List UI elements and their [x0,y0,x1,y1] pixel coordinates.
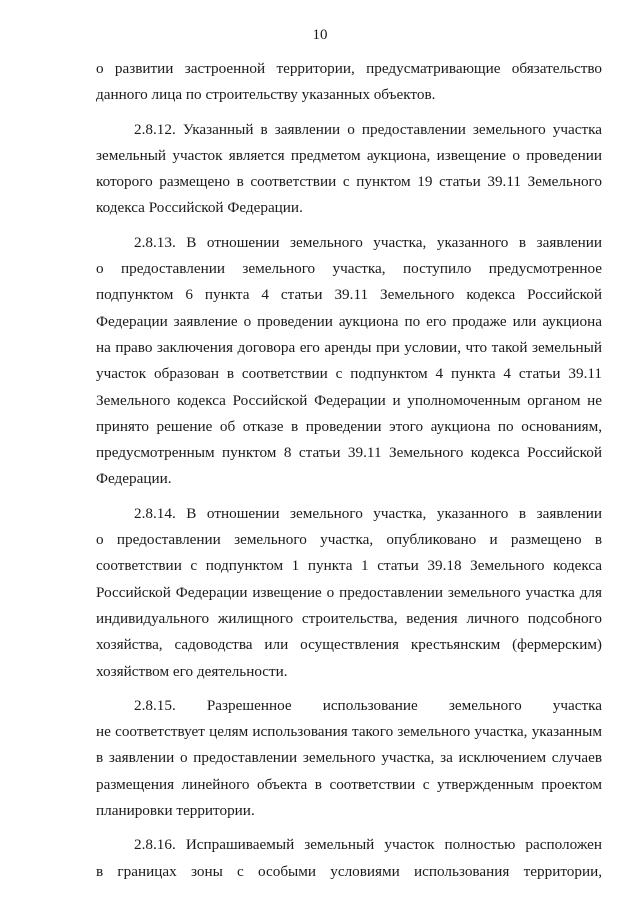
text-line: 2.8.13. В отношении земельного участка, указанного в заявлении [134,233,602,251]
text-line: которого размещено в соответствии с пунктом 19 статьи 39.11 Земельного [96,173,602,191]
text-line: хозяйства, садоводства или осуществления крестьянским (фермерским) [96,636,602,654]
text-line: 2.8.15. Разрешенное использование земельного участка [134,696,602,714]
text-line: в заявлении о предоставлении земельного участка, за исключением случаев [96,749,602,767]
text-line: индивидуального жилищного строительства, ведения личного подсобного [96,609,602,627]
text-line: не соответствует целям использования такого земельного участка, указанным [96,723,602,741]
text-line: подпунктом 6 пункта 4 статьи 39.11 Земельного кодекса Российской [96,286,602,304]
text-line: соответствии с подпунктом 1 пункта 1 статьи 39.18 Земельного кодекса [96,557,602,575]
paragraph-2-8-12 [96,117,602,222]
text-line: земельный участок является предметом аукциона, извещение о проведении [96,146,602,164]
page-number: 10 [312,27,328,43]
text-line: 2.8.16. Испрашиваемый земельный участок полностью расположен [134,836,602,854]
text-line: Федерации. [96,470,172,488]
paragraph-2-8-15 [96,693,602,824]
text-line: хозяйством его деятельности. [96,662,288,680]
text-line: в границах зоны с особыми условиями использования территории, [96,862,602,880]
text-line: данного лица по строительству указанных объектов. [96,86,436,104]
text-line: о предоставлении земельного участка, поступило предусмотренное [96,260,602,278]
text-line: участок образован в соответствии с подпунктом 4 пункта 4 статьи 39.11 [96,365,602,383]
text-line: на право заключения договора его аренды при условии, что такой земельный [96,338,602,356]
text-line: предусмотренным пунктом 8 статьи 39.11 Земельного кодекса Российской [96,444,602,462]
paragraph-2-8-14 [96,501,602,685]
paragraph-continuation [96,56,602,109]
paragraph-2-8-16 [96,832,602,885]
text-line: принято решение об отказе в проведении этого аукциона по основаниям, [96,417,602,435]
text-line: 2.8.12. Указанный в заявлении о предоставлении земельного участка [134,120,602,138]
text-line: размещения линейного объекта в соответствии с утвержденным проектом [96,775,602,793]
document-body [96,56,602,885]
text-line: Федерации заявление о проведении аукциона по его продаже или аукциона [96,312,602,330]
text-line: о предоставлении земельного участка, опубликовано и размещено в [96,531,602,549]
text-line: 2.8.14. В отношении земельного участка, указанного в заявлении [134,504,602,522]
text-line: Земельного кодекса Российской Федерации и уполномоченным органом не [96,391,602,409]
text-line: кодекса Российской Федерации. [96,199,303,217]
text-line: планировки территории. [96,802,255,820]
paragraph-2-8-13 [96,230,602,493]
text-line: о развитии застроенной территории, предусматривающие обязательство [96,60,602,77]
text-line: Российской Федерации извещение о предоставлении земельного участка для [96,583,602,601]
